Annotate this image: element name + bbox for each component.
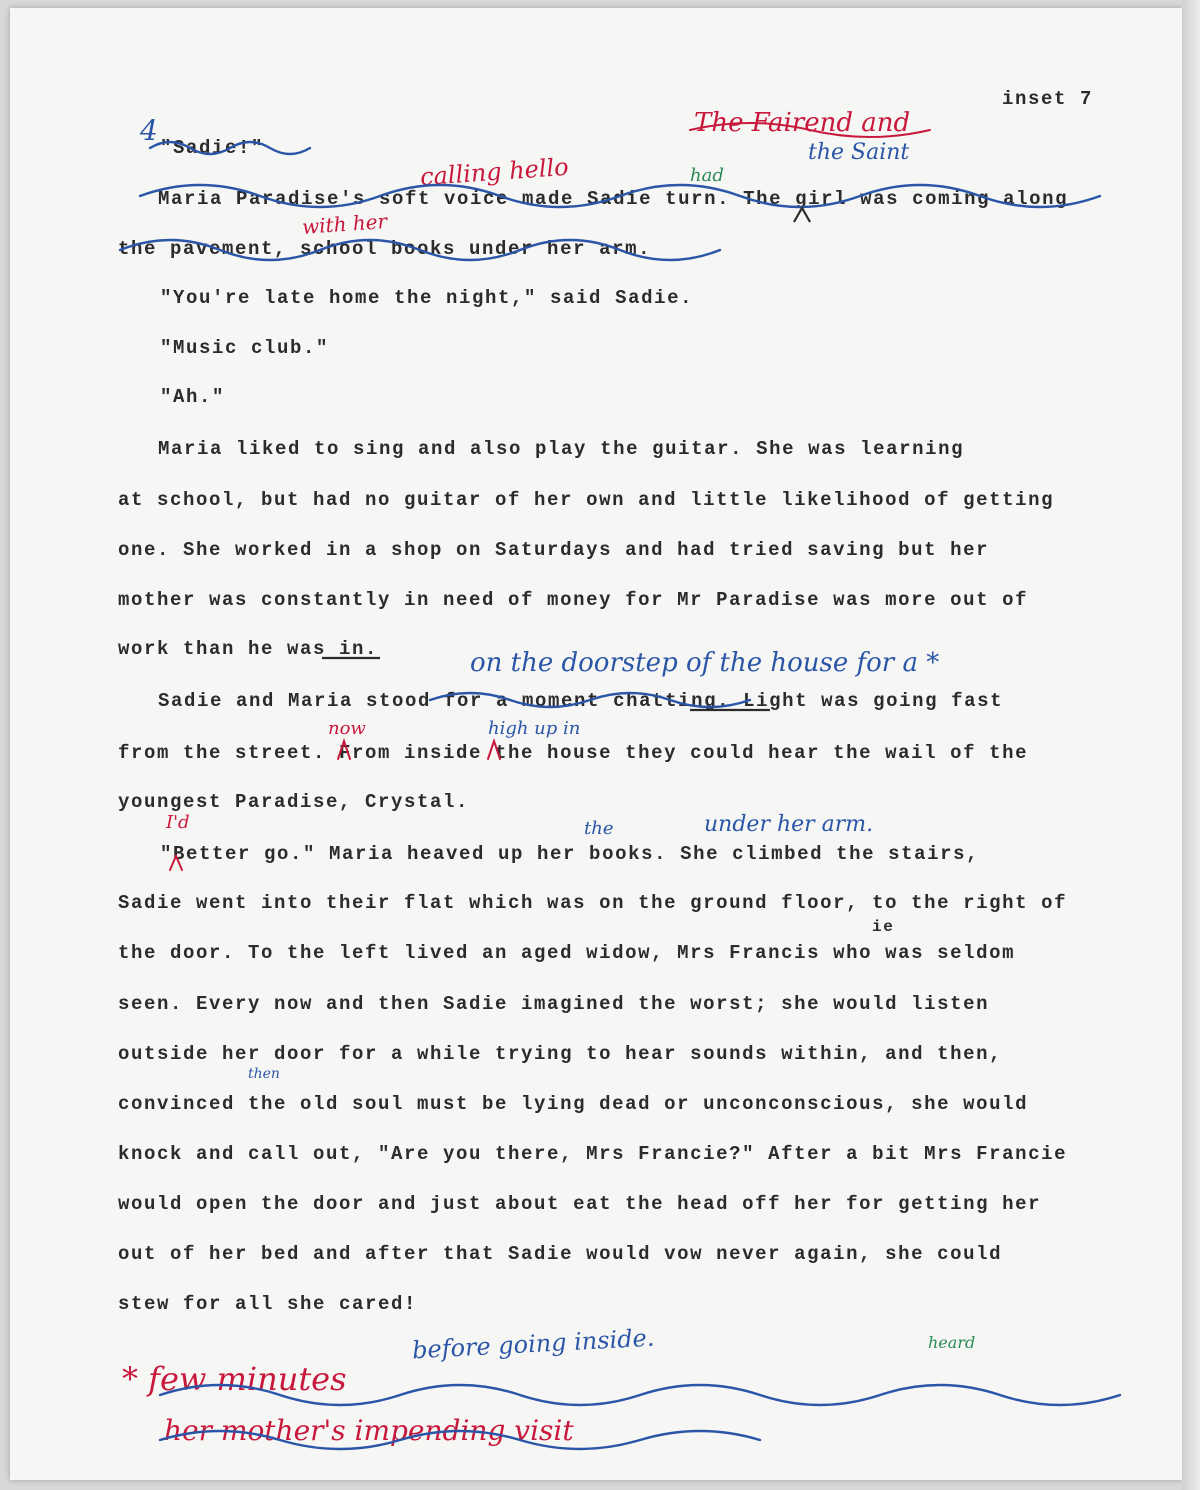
- typed-line: "Music club.": [160, 337, 330, 359]
- typed-line: Sadie went into their flat which was on the ground floor, to the right of: [118, 892, 1068, 914]
- typed-line: Sadie and Maria stood for a moment chatting. Light was going fast: [158, 690, 1004, 712]
- typed-line: "Sadie!": [160, 137, 265, 159]
- typed-line: the pavement, school books under her arm.: [118, 238, 652, 260]
- typed-line: out of her bed and after that Sadie would vow never again, she could: [118, 1243, 1003, 1265]
- annotation-before-going-inside: before going inside.: [411, 1323, 656, 1365]
- annotation-few-minutes: * few minutes: [122, 1360, 347, 1398]
- annotation-then: then: [248, 1066, 280, 1082]
- typed-line: Maria liked to sing and also play the guitar. She was learning: [158, 438, 965, 460]
- typed-line: one. She worked in a shop on Saturdays and had tried saving but her: [118, 539, 990, 561]
- page-edge-shadow: [1182, 0, 1200, 1490]
- typed-line: would open the door and just about eat the head off her for getting her: [118, 1193, 1042, 1215]
- annotation-id: I'd: [166, 812, 190, 833]
- typed-line: youngest Paradise, Crystal.: [118, 791, 470, 813]
- annotation-with-her: with her: [301, 209, 388, 239]
- typed-line: "Ah.": [160, 386, 226, 408]
- annotation-doorstep: on the doorstep of the house for a *: [470, 648, 940, 678]
- annotation-high-up-in: high up in: [488, 718, 581, 739]
- typed-line: outside her door for a while trying to hear sounds within, and then,: [118, 1043, 1003, 1065]
- typed-line: Maria Paradise's soft voice made Sadie turn. The girl was coming along: [158, 188, 1069, 210]
- typed-line: seen. Every now and then Sadie imagined the worst; she would listen: [118, 993, 990, 1015]
- annotation-number: 4: [140, 114, 158, 147]
- typed-line: convinced the old soul must be lying dead or unconconscious, she would: [118, 1093, 1029, 1115]
- annotation-had: had: [690, 165, 724, 186]
- annotation-under-her-arm: under her arm.: [704, 812, 874, 837]
- annotation-heard: heard: [928, 1333, 976, 1352]
- annotation-now: now: [328, 718, 366, 739]
- annotation-blue-top: the Saint: [808, 140, 910, 165]
- typed-line: from the street. From inside the house they could hear the wail of the: [118, 742, 1029, 764]
- annotation-ie: ie: [872, 918, 895, 936]
- typed-line: the door. To the left lived an aged widow, Mrs Francis who was seldom: [118, 942, 1016, 964]
- annotation-the: the: [584, 818, 614, 839]
- annotation-mothers-visit: her mother's impending visit: [164, 1414, 574, 1447]
- typed-line: at school, but had no guitar of her own and little likelihood of getting: [118, 489, 1055, 511]
- typed-line: mother was constantly in need of money for Mr Paradise was more out of: [118, 589, 1029, 611]
- annotation-red-top: The Fairend and: [694, 108, 911, 138]
- typed-line: knock and call out, "Are you there, Mrs Francie?" After a bit Mrs Francie: [118, 1143, 1068, 1165]
- typed-line: "Better go." Maria heaved up her books. She climbed the stairs,: [160, 843, 980, 865]
- typed-line: stew for all she cared!: [118, 1293, 418, 1315]
- typed-line: "You're late home the night," said Sadie.: [160, 287, 694, 309]
- annotation-calling-hello: calling hello: [419, 152, 570, 192]
- page-label: inset 7: [1002, 88, 1094, 110]
- typed-line: work than he was in.: [118, 638, 379, 660]
